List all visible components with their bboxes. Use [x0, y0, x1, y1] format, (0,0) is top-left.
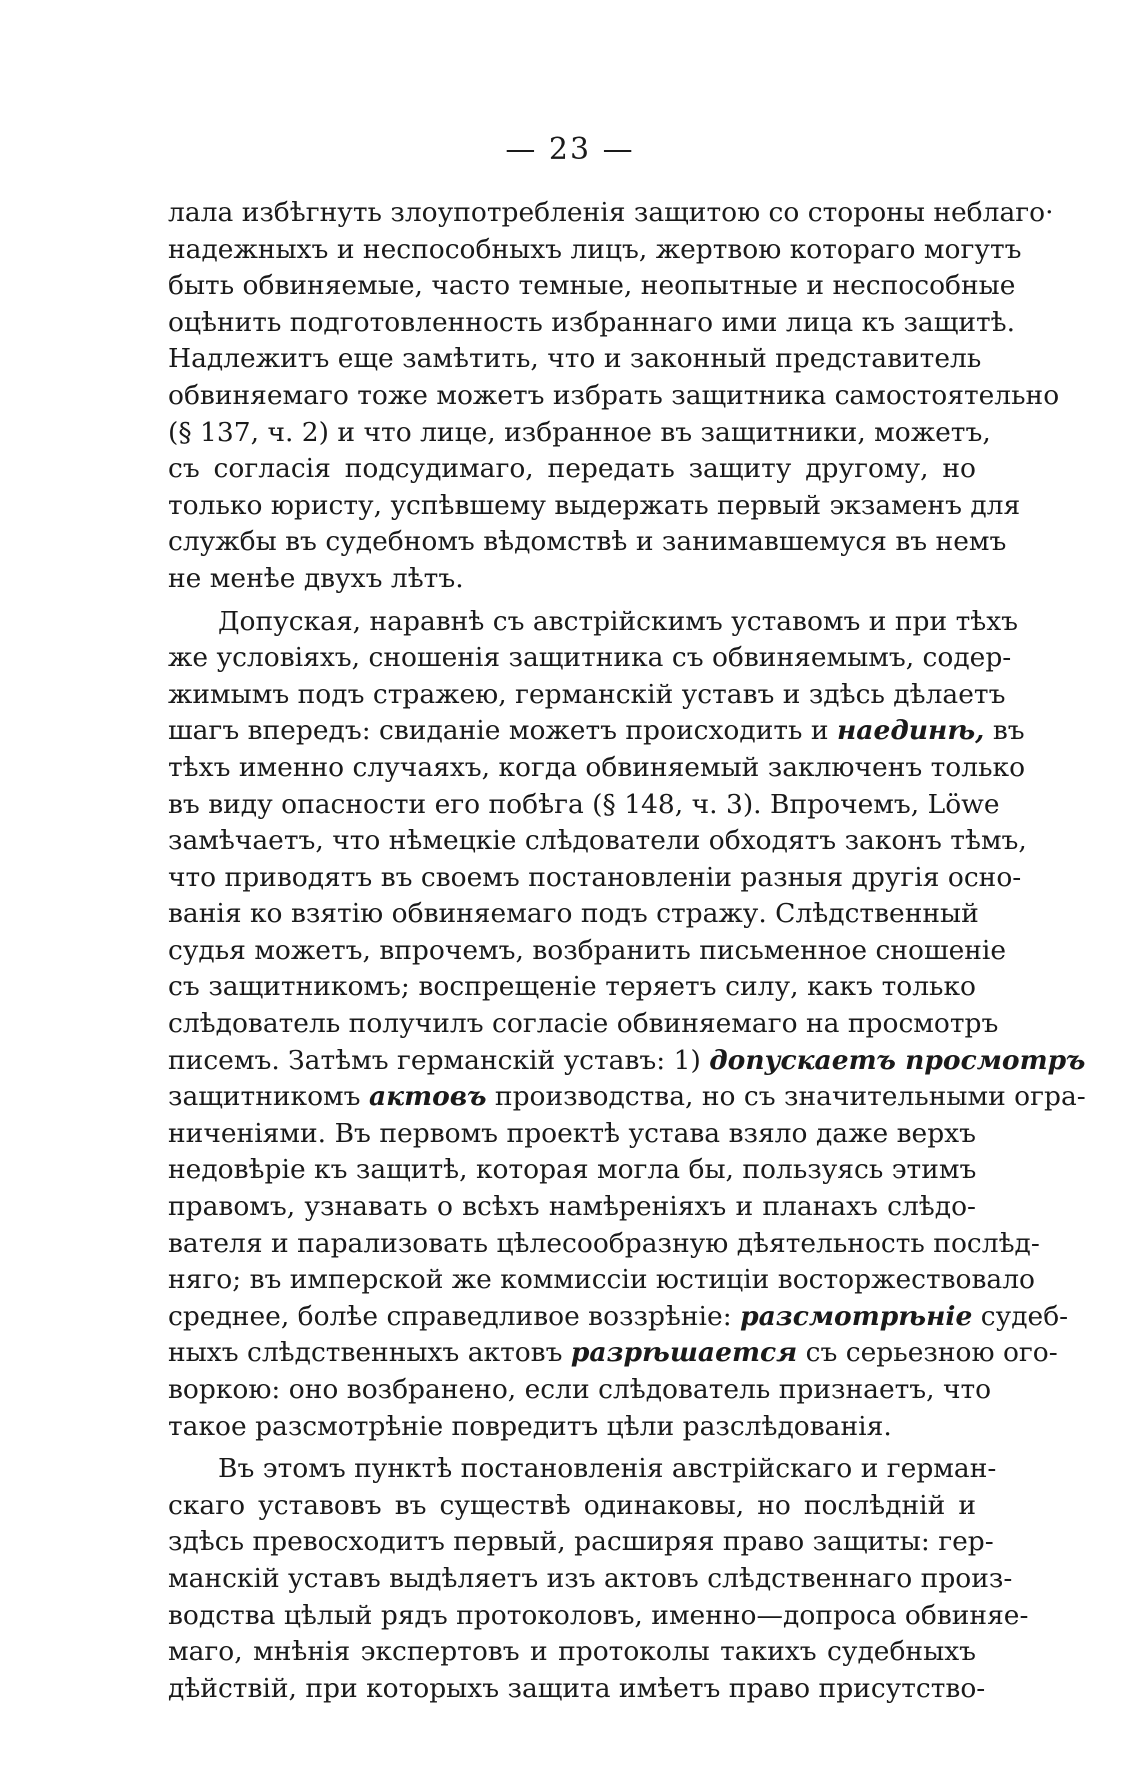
emphasis: актовъ [368, 1081, 487, 1113]
text-line: же условіяхъ, сношенія защитника съ обвиняемымъ, содер- [168, 642, 1012, 674]
text-line: лала избѣгнуть злоупотребленія защитою со стороны неблаго· [168, 197, 1054, 228]
text-line: тѣхъ именно случаяхъ, когда обвиняемый заключенъ только [168, 751, 1026, 783]
text-line [168, 1299, 1069, 1336]
page-number: — 23 — [505, 132, 635, 167]
text-line: скаго уставовъ въ существѣ одинаковы, но послѣдній и [168, 1489, 976, 1521]
line-text: производства, но съ значительными огра- [494, 1081, 1086, 1113]
text-line: водства цѣлый рядъ протоколовъ, именно—допроса обвиняе- [168, 1599, 1029, 1631]
text-line: слѣдователь получилъ согласіе обвиняемаго на просмотръ [168, 1008, 999, 1040]
text-line: няго; въ имперской же коммиссіи юстиціи восторжествовало [168, 1264, 1036, 1296]
text-line: съ защитникомъ; воспрещеніе теряетъ силу, какъ только [168, 971, 976, 1003]
text-line: Надлежитъ еще замѣтить, что и законный представитель [168, 343, 982, 375]
line-text: въ [992, 715, 1025, 747]
text-line [168, 1335, 1058, 1372]
text-line: обвиняемаго тоже можетъ избрать защитника самостоятельно [168, 379, 1060, 411]
text-line: маго, мнѣнія экспертовъ и протоколы такихъ судебныхъ [168, 1636, 976, 1668]
line-text: среднее, болѣе справедливое воззрѣніе: [168, 1300, 732, 1332]
paragraph-1 [168, 195, 1060, 598]
emphasis: наединѣ, [836, 715, 985, 747]
text-line: надежныхъ и неспособныхъ лицъ, жертвою котораго могутъ [168, 233, 1022, 265]
text-line: только юристу, успѣвшему выдержать первый экзаменъ для [168, 489, 1021, 521]
text-line: съ согласія подсудимаго, передать защиту другому, но [168, 453, 976, 485]
paragraph-3 [168, 1451, 1029, 1707]
text-line: быть обвиняемые, часто темные, неопытные и неспособные [168, 270, 1016, 302]
text-line: правомъ, узнавать о всѣхъ намѣреніяхъ и планахъ слѣдо- [168, 1191, 976, 1223]
emphasis: допускаетъ просмотръ [709, 1044, 1086, 1076]
text-line: дѣйствій, при которыхъ защита имѣетъ право присутство- [168, 1672, 986, 1704]
text-line: ванія ко взятію обвиняемаго подъ стражу. Слѣдственный [168, 898, 979, 930]
text-line [168, 1079, 1086, 1116]
body-text [168, 195, 1086, 1707]
text-line: (§ 137, ч. 2) и что лице, избранное въ защитники, можетъ, [168, 416, 991, 448]
text-line: ниченіями. Въ первомъ проектѣ устава взяло даже верхъ [168, 1117, 976, 1149]
line-text: съ серьезною ого- [805, 1337, 1058, 1369]
text-line: оцѣнить подготовленность избраннаго ими лица къ защитѣ. [168, 306, 1016, 338]
text-line: что приводятъ въ своемъ постановленіи разныя другія осно- [168, 861, 1022, 893]
text-line: жимымъ подъ стражею, германскій уставъ и здѣсь дѣлаетъ [168, 678, 1006, 710]
emphasis: разрѣшается [570, 1337, 798, 1369]
text-line: не менѣе двухъ лѣтъ. [168, 562, 464, 594]
text-line: манскій уставъ выдѣляетъ изъ актовъ слѣдственнаго произ- [168, 1562, 1013, 1594]
text-line: недовѣріе къ защитѣ, которая могла бы, пользуясь этимъ [168, 1154, 977, 1186]
line-text: судеб- [980, 1300, 1069, 1332]
line-text: писемъ. Затѣмъ германскій уставъ: 1) [168, 1044, 701, 1076]
text-line [168, 713, 1025, 750]
text-line: Въ этомъ пунктѣ постановленія австрійскаго и герман- [218, 1453, 997, 1485]
line-text: защитникомъ [168, 1081, 361, 1113]
text-line: такое разсмотрѣніе повредитъ цѣли разслѣдованія. [168, 1410, 892, 1442]
paragraph-2 [168, 604, 1086, 1446]
text-line: вателя и парализовать цѣлесообразную дѣятельность послѣд- [168, 1227, 1040, 1259]
text-line: въ виду опасности его побѣга (§ 148, ч. 3). Впрочемъ, Löwe [168, 788, 1000, 820]
text-line: судья можетъ, впрочемъ, возбранить письменное сношеніе [168, 934, 1007, 966]
text-line: службы въ судебномъ вѣдомствѣ и занимавшемуся въ немъ [168, 526, 1007, 558]
text-line: Допуская, наравнѣ съ австрійскимъ уставомъ и при тѣхъ [218, 605, 1019, 637]
text-line: воркою: оно возбранено, если слѣдователь признаетъ, что [168, 1374, 992, 1405]
emphasis: разсмотрѣніе [740, 1300, 973, 1332]
line-text: ныхъ слѣдственныхъ актовъ [168, 1337, 563, 1369]
text-line [168, 1043, 1086, 1080]
text-line: замѣчаетъ, что нѣмецкіе слѣдователи обходятъ законъ тѣмъ, [168, 825, 1027, 857]
line-text: шагъ впередъ: свиданіе можетъ происходить и [168, 715, 829, 747]
text-line: здѣсь превосходитъ первый, расширяя право защиты: гер- [168, 1526, 994, 1558]
